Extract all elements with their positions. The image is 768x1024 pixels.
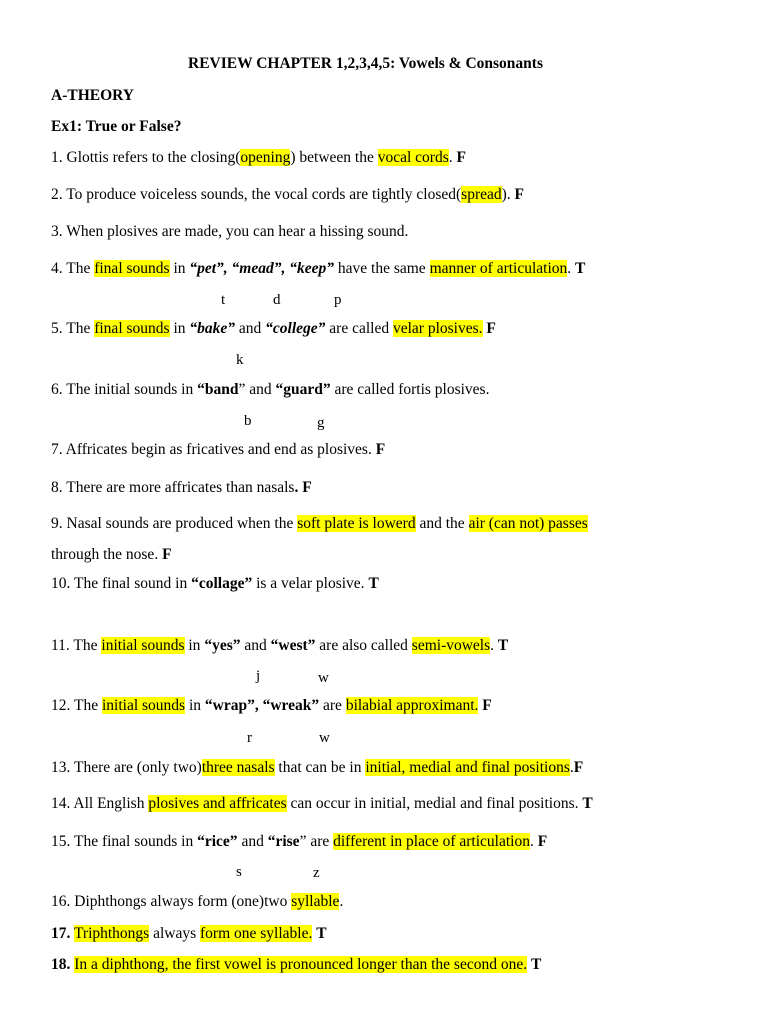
text-fragment: that can be in [274,759,366,776]
text-fragment: are called fortis plosives. [330,381,490,398]
text-fragment: The final sound in [73,575,192,592]
statement-16 [51,892,343,912]
text-fragment: ” and [238,381,276,398]
text-fragment: There are (only two) [73,759,202,776]
text-fragment: and [235,320,266,337]
page-title: REVIEW CHAPTER 1,2,3,4,5: Vowels & Consonants [188,55,543,72]
exercise-heading: Ex1: True or False? [51,118,182,135]
statement-6 [51,380,489,400]
highlighted-text: different in place of articulation [333,833,530,850]
text-fragment: “west” [270,637,316,654]
answer: T [497,637,509,654]
answer: F [537,833,548,850]
text-fragment: ) between the [290,149,378,166]
text-fragment: 18. [51,956,71,973]
text-fragment: “bake” [189,320,236,337]
text-fragment: 15. [51,833,74,850]
text-fragment: “rise [267,833,300,850]
answer: F [456,149,466,166]
highlighted-text: plosives and affricates [148,795,287,812]
ipa-symbol: d [273,292,281,308]
text-fragment: When plosives are made, you can hear a hissing sound. [66,223,409,240]
statement-18 [51,955,541,975]
text-fragment: Diphthongs always form (one)two [74,893,292,910]
highlighted-text: final sounds [94,260,170,277]
section-heading: A-THEORY [51,87,134,104]
text-fragment: “college” [265,320,326,337]
answer: T [368,575,379,592]
statement-9-continued [51,545,172,565]
text-fragment: ). [501,186,515,203]
answer: T [316,925,327,942]
text-fragment: 3. [51,223,67,240]
text-fragment: in [169,260,190,277]
highlighted-text: air (can not) passes [468,515,588,532]
statement-12 [51,696,492,716]
ipa-symbol: w [318,670,329,686]
statement-17 [51,924,327,944]
statement-14 [51,794,593,814]
ipa-symbol: r [247,730,252,746]
text-fragment: . [448,149,457,166]
statement-5 [51,319,496,339]
statement-1 [51,148,466,168]
text-fragment: “pet”, “mead”, “keep” [189,260,335,277]
highlighted-text: initial, medial and final positions [365,759,570,776]
text-fragment: always [149,925,201,942]
text-fragment: 9. [51,515,67,532]
statement-7 [51,440,385,460]
text-fragment: 2. [51,186,67,203]
text-fragment: All English [73,795,149,812]
text-fragment: . [567,260,576,277]
answer: F [573,759,584,776]
statement-11 [51,636,508,656]
statement-2 [51,185,524,205]
highlighted-text: initial sounds [101,697,186,714]
highlighted-text: final sounds [94,320,170,337]
text-fragment: There are more affricates than nasals [66,479,295,496]
highlighted-text: opening [240,149,291,166]
highlighted-text: In a diphthong, the first vowel is pronounced longer than the second one. [74,956,528,973]
answer: F [486,320,496,337]
text-fragment: can occur in initial, medial and final positions. [286,795,583,812]
text-fragment: are [319,697,346,714]
text-fragment: . [339,893,344,910]
statement-10 [51,574,379,594]
ipa-symbol: t [221,292,226,308]
text-fragment: are called [325,320,393,337]
text-fragment: “wrap”, “wreak” [204,697,320,714]
statement-15 [51,832,547,852]
highlighted-text: bilabial approximant. [345,697,479,714]
answer: F [514,186,524,203]
text-fragment: The [66,260,95,277]
text-fragment: 12. [51,697,74,714]
text-fragment: in [169,320,190,337]
highlighted-text: velar plosives. [392,320,483,337]
text-fragment: “guard” [275,381,331,398]
answer: F [375,441,386,458]
answer: T [582,795,593,812]
text-fragment: Nasal sounds are produced when the [66,515,298,532]
answer: . F [294,479,312,496]
text-fragment: . [490,637,498,654]
text-fragment: in [184,637,205,654]
text-fragment: The [66,320,95,337]
text-fragment: 4. [51,260,67,277]
text-fragment: have the same [334,260,430,277]
ipa-symbol: k [236,352,244,368]
text-fragment: “collage” [191,575,253,592]
ipa-symbol: p [334,292,342,308]
ipa-symbol: w [319,730,330,746]
answer: T [575,260,586,277]
highlighted-text: semi-vowels [411,637,491,654]
text-fragment: “band [197,381,239,398]
highlighted-text: Triphthongs [73,925,150,942]
highlighted-text: initial sounds [101,637,185,654]
answer: T [530,956,542,973]
text-fragment: ” are [299,833,334,850]
answer: F [482,697,492,714]
text-fragment: 6. [51,381,67,398]
ipa-symbol: s [236,864,242,880]
text-fragment: Glottis refers to the closing( [66,149,241,166]
ipa-symbol: j [256,668,261,684]
ipa-symbol: z [313,865,320,881]
text-fragment: 11. [51,637,74,654]
highlighted-text: vocal cords [377,149,449,166]
text-fragment: The initial sounds in [66,381,198,398]
text-fragment: and the [415,515,469,532]
text-fragment: 5. [51,320,67,337]
text-fragment: 14. [51,795,74,812]
text-fragment: . [529,833,538,850]
text-fragment: “yes” [204,637,241,654]
text-fragment: 17. [51,925,71,942]
statement-3 [51,222,408,242]
highlighted-text: syllable [291,893,340,910]
text-fragment: Affricates begin as fricatives and end as plosives. [65,441,376,458]
highlighted-text: form one syllable. [200,925,313,942]
text-fragment: through the nose. [51,546,163,563]
text-fragment: 16. [51,893,75,910]
statement-13 [51,758,583,778]
highlighted-text: three nasals [201,759,275,776]
text-fragment: in [185,697,205,714]
text-fragment: The [73,637,102,654]
text-fragment: . [569,759,574,776]
text-fragment: 8. [51,479,67,496]
text-fragment: 10. [51,575,74,592]
text-fragment: The [73,697,102,714]
highlighted-text: manner of articulation [429,260,568,277]
text-fragment: is a velar plosive. [252,575,369,592]
statement-8 [51,478,312,498]
ipa-symbol: b [244,413,252,429]
text-fragment: are also called [315,637,412,654]
text-fragment: To produce voiceless sounds, the vocal cords are tightly closed( [66,186,462,203]
statement-9 [51,514,588,534]
text-fragment: and [237,833,268,850]
ipa-symbol: g [317,415,325,431]
text-fragment: The final sounds in [73,833,198,850]
text-fragment: 1. [51,149,67,166]
text-fragment: 13. [51,759,74,776]
highlighted-text: spread [461,186,502,203]
answer: F [162,546,172,563]
statement-4 [51,259,585,279]
text-fragment: and [240,637,271,654]
text-fragment: “rice” [197,833,238,850]
highlighted-text: soft plate is lowerd [297,515,416,532]
text-fragment: 7. [51,441,66,458]
